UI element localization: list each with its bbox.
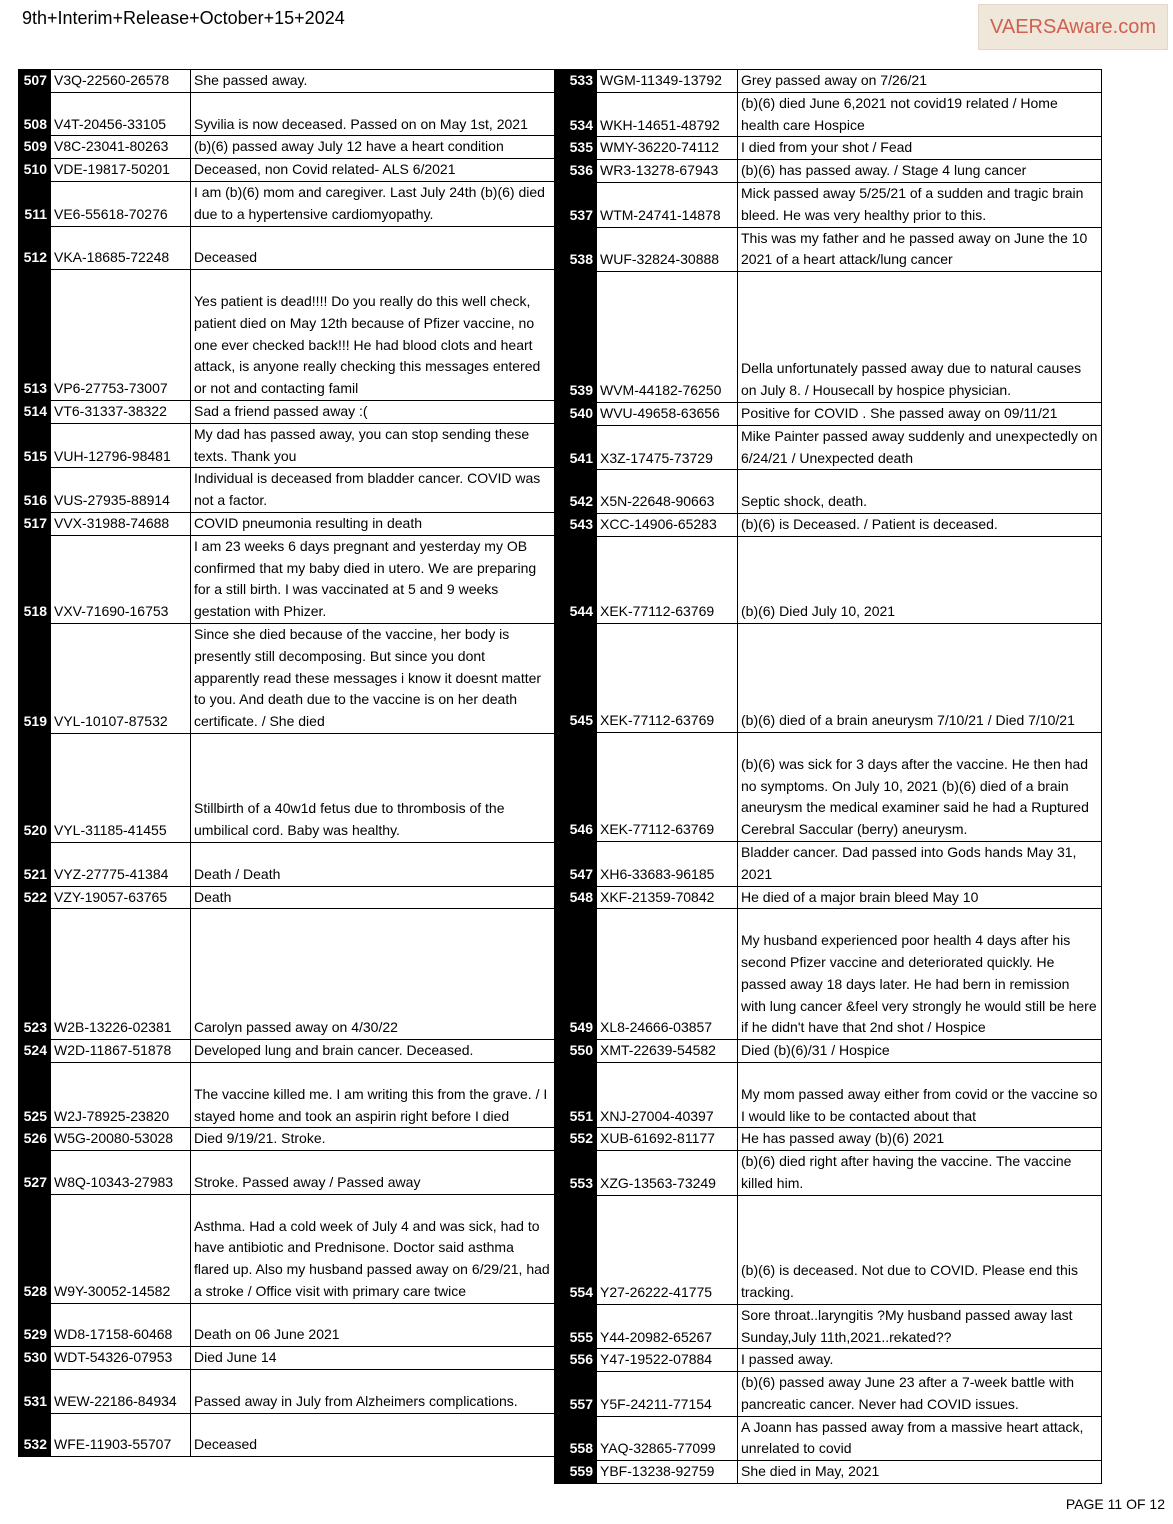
row-number: 544: [555, 536, 597, 623]
table-row: [19, 886, 555, 909]
report-text: Septic shock, death.: [738, 470, 1102, 514]
table-row: [555, 513, 1102, 536]
report-id: VYL-31185-41455: [51, 733, 191, 842]
row-number: 507: [19, 70, 51, 93]
table-row: [19, 1040, 555, 1063]
report-text: Individual is deceased from bladder cancer. COVID was not a factor.: [191, 468, 555, 513]
report-text: This was my father and he passed away on June the 10 2021 of a heart attack/lung cancer: [738, 227, 1102, 272]
row-number: 518: [19, 535, 51, 623]
report-text: (b)(6) died of a brain aneurysm 7/10/21 / Died 7/10/21: [738, 623, 1102, 732]
report-id: Y27-26222-41775: [597, 1195, 738, 1304]
row-number: 553: [555, 1151, 597, 1196]
report-text: I am (b)(6) mom and caregiver. Last July 24th (b)(6) died due to a hypertensive cardiomyopathy.: [191, 181, 555, 226]
report-id: WTM-24741-14878: [597, 182, 738, 227]
report-id: VT6-31337-38322: [51, 400, 191, 423]
report-text: Death: [191, 886, 555, 909]
report-id: XCC-14906-65283: [597, 513, 738, 536]
report-text: Since she died because of the vaccine, her body is presently still decomposing. But since you dont apparently read these messages i know it doesnt matter to you. And death due to the vaccine is on her death certificate. / She died: [191, 623, 555, 733]
report-text: Bladder cancer. Dad passed into Gods hands May 31, 2021: [738, 841, 1102, 886]
row-number: 549: [555, 909, 597, 1040]
report-id: XL8-24666-03857: [597, 909, 738, 1040]
report-id: WKH-14651-48792: [597, 92, 738, 137]
row-number: 516: [19, 468, 51, 513]
row-number: 531: [19, 1370, 51, 1414]
report-id: W9Y-30052-14582: [51, 1194, 191, 1303]
report-text: Mike Painter passed away suddenly and unexpectedly on 6/24/21 / Unexpected death: [738, 425, 1102, 470]
row-number: 520: [19, 733, 51, 842]
report-id: W2D-11867-51878: [51, 1040, 191, 1063]
report-id: XMT-22639-54582: [597, 1040, 738, 1063]
report-id: XEK-77112-63769: [597, 732, 738, 841]
report-id: XH6-33683-96185: [597, 841, 738, 886]
report-id: X3Z-17475-73729: [597, 425, 738, 470]
report-text: She died in May, 2021: [738, 1461, 1102, 1484]
table-row: [19, 1062, 555, 1127]
report-id: WEW-22186-84934: [51, 1370, 191, 1414]
row-number: 528: [19, 1194, 51, 1303]
table-row: [19, 1370, 555, 1414]
report-text: Died 9/19/21. Stroke.: [191, 1128, 555, 1151]
report-id: VZY-19057-63765: [51, 886, 191, 909]
table-row: [19, 92, 555, 136]
table-row: [19, 70, 555, 93]
table-row: [555, 160, 1102, 183]
report-text: (b)(6) passed away June 23 after a 7-week battle with pancreatic cancer. Never had COVID issues.: [738, 1372, 1102, 1417]
report-text: (b)(6) has passed away. / Stage 4 lung cancer: [738, 160, 1102, 183]
report-text: Mick passed away 5/25/21 of a sudden and tragic brain bleed. He was very healthy prior to this.: [738, 182, 1102, 227]
report-id: XNJ-27004-40397: [597, 1062, 738, 1127]
table-row: [19, 1151, 555, 1195]
row-number: 514: [19, 400, 51, 423]
report-id: W2B-13226-02381: [51, 909, 191, 1040]
report-text: Developed lung and brain cancer. Deceased.: [191, 1040, 555, 1063]
report-text: Grey passed away on 7/26/21: [738, 70, 1102, 93]
report-text: Stroke. Passed away / Passed away: [191, 1151, 555, 1195]
report-id: WDT-54326-07953: [51, 1347, 191, 1370]
row-number: 529: [19, 1303, 51, 1347]
report-text: Positive for COVID . She passed away on 09/11/21: [738, 402, 1102, 425]
report-id: WUF-32824-30888: [597, 227, 738, 272]
table-row: [19, 909, 555, 1040]
report-text: I died from your shot / Fead: [738, 137, 1102, 160]
report-text: My dad has passed away, you can stop sending these texts. Thank you: [191, 423, 555, 468]
row-number: 519: [19, 623, 51, 733]
row-number: 511: [19, 181, 51, 226]
page-number: PAGE 11 OF 12: [1065, 1496, 1165, 1512]
table-row: [19, 468, 555, 513]
report-id: VXV-71690-16753: [51, 535, 191, 623]
report-text: A Joann has passed away from a massive heart attack, unrelated to covid: [738, 1416, 1102, 1461]
report-id: WD8-17158-60468: [51, 1303, 191, 1347]
row-number: 513: [19, 270, 51, 401]
row-number: 524: [19, 1040, 51, 1063]
report-text: My mom passed away either from covid or the vaccine so I would like to be contacted about that: [738, 1062, 1102, 1127]
row-number: 530: [19, 1347, 51, 1370]
table-row: [555, 536, 1102, 623]
report-id: VUS-27935-88914: [51, 468, 191, 513]
table-row: [19, 159, 555, 182]
table-row: [19, 1194, 555, 1303]
row-number: 533: [555, 70, 597, 93]
report-text: (b)(6) is deceased. Not due to COVID. Please end this tracking.: [738, 1195, 1102, 1304]
row-number: 547: [555, 841, 597, 886]
row-number: 559: [555, 1461, 597, 1484]
report-id: WVM-44182-76250: [597, 272, 738, 403]
table-row: [555, 623, 1102, 732]
table-row: [555, 1062, 1102, 1127]
table-row: [555, 1128, 1102, 1151]
report-text: Died (b)(6)/31 / Hospice: [738, 1040, 1102, 1063]
table-row: [19, 842, 555, 886]
row-number: 536: [555, 160, 597, 183]
report-text: Sore throat..laryngitis ?My husband passed away last Sunday,July 11th,2021..rekated??: [738, 1304, 1102, 1349]
report-id: VUH-12796-98481: [51, 423, 191, 468]
report-id: WMY-36220-74112: [597, 137, 738, 160]
report-text: He died of a major brain bleed May 10: [738, 886, 1102, 909]
report-id: VE6-55618-70276: [51, 181, 191, 226]
report-id: V3Q-22560-26578: [51, 70, 191, 93]
table-row: [19, 1128, 555, 1151]
report-id: YBF-13238-92759: [597, 1461, 738, 1484]
table-row: [19, 423, 555, 468]
report-id: VDE-19817-50201: [51, 159, 191, 182]
row-number: 551: [555, 1062, 597, 1127]
report-text: Died June 14: [191, 1347, 555, 1370]
table-row: [555, 1151, 1102, 1196]
table-row: [555, 425, 1102, 470]
report-text: (b)(6) passed away July 12 have a heart condition: [191, 136, 555, 159]
report-id: WR3-13278-67943: [597, 160, 738, 183]
report-text: Deceased: [191, 1413, 555, 1457]
report-text: Passed away in July from Alzheimers complications.: [191, 1370, 555, 1414]
row-number: 542: [555, 470, 597, 514]
table-row: [555, 886, 1102, 909]
row-number: 550: [555, 1040, 597, 1063]
report-id: W8Q-10343-27983: [51, 1151, 191, 1195]
table-row: [555, 732, 1102, 841]
report-id: WVU-49658-63656: [597, 402, 738, 425]
row-number: 538: [555, 227, 597, 272]
report-text: Della unfortunately passed away due to natural causes on July 8. / Housecall by hospice physician.: [738, 272, 1102, 403]
report-id: VYL-10107-87532: [51, 623, 191, 733]
document-title: 9th+Interim+Release+October+15+2024: [22, 8, 345, 28]
report-id: V8C-23041-80263: [51, 136, 191, 159]
row-number: 556: [555, 1349, 597, 1372]
table-row: [19, 270, 555, 401]
report-text: (b)(6) is Deceased. / Patient is deceased.: [738, 513, 1102, 536]
table-row: [555, 402, 1102, 425]
left-table: [18, 69, 555, 1457]
row-number: 545: [555, 623, 597, 732]
table-row: [555, 1372, 1102, 1417]
brand-logo: VAERSAware.com: [978, 4, 1168, 50]
report-text: (b)(6) died right after having the vaccine. The vaccine killed him.: [738, 1151, 1102, 1196]
report-text: My husband experienced poor health 4 days after his second Pfizer vaccine and deteriorated quickly. He passed away 18 days later. He had bern in remission with lung cancer &feel very strongly he would still be here if he didn't have that 2nd shot / Hospice: [738, 909, 1102, 1040]
report-id: Y5F-24211-77154: [597, 1372, 738, 1417]
table-row: [555, 909, 1102, 1040]
report-text: Sad a friend passed away :(: [191, 400, 555, 423]
report-id: XZG-13563-73249: [597, 1151, 738, 1196]
table-row: [19, 1413, 555, 1457]
table-row: [555, 70, 1102, 93]
table-row: [555, 1304, 1102, 1349]
row-number: 523: [19, 909, 51, 1040]
report-id: WGM-11349-13792: [597, 70, 738, 93]
report-text: Syvilia is now deceased. Passed on on May 1st, 2021: [191, 92, 555, 136]
row-number: 548: [555, 886, 597, 909]
report-text: Death / Death: [191, 842, 555, 886]
row-number: 555: [555, 1304, 597, 1349]
report-id: X5N-22648-90663: [597, 470, 738, 514]
table-row: [19, 512, 555, 535]
row-number: 535: [555, 137, 597, 160]
report-id: VKA-18685-72248: [51, 226, 191, 270]
table-row: [19, 226, 555, 270]
report-text: I passed away.: [738, 1349, 1102, 1372]
row-number: 527: [19, 1151, 51, 1195]
row-number: 515: [19, 423, 51, 468]
report-text: Yes patient is dead!!!! Do you really do this well check, patient died on May 12th because of Pfizer vaccine, no one ever checked back!!! He had blood clots and heart attack, is anyone really checking this messages entered or not and contacting famil: [191, 270, 555, 401]
row-number: 557: [555, 1372, 597, 1417]
table-row: [555, 1349, 1102, 1372]
row-number: 537: [555, 182, 597, 227]
row-number: 532: [19, 1413, 51, 1457]
report-id: YAQ-32865-77099: [597, 1416, 738, 1461]
row-number: 521: [19, 842, 51, 886]
report-text: The vaccine killed me. I am writing this from the grave. / I stayed home and took an aspirin right before I died: [191, 1062, 555, 1127]
row-number: 525: [19, 1062, 51, 1127]
report-id: XEK-77112-63769: [597, 536, 738, 623]
table-row: [555, 841, 1102, 886]
row-number: 522: [19, 886, 51, 909]
row-number: 534: [555, 92, 597, 137]
report-id: VYZ-27775-41384: [51, 842, 191, 886]
report-text: Death on 06 June 2021: [191, 1303, 555, 1347]
row-number: 543: [555, 513, 597, 536]
table-row: [19, 1347, 555, 1370]
table-row: [555, 92, 1102, 137]
table-row: [19, 1303, 555, 1347]
table-row: [555, 137, 1102, 160]
table-row: [19, 400, 555, 423]
table-row: [19, 181, 555, 226]
report-id: Y44-20982-65267: [597, 1304, 738, 1349]
report-id: WFE-11903-55707: [51, 1413, 191, 1457]
table-row: [555, 1195, 1102, 1304]
row-number: 552: [555, 1128, 597, 1151]
table-row: [555, 182, 1102, 227]
report-id: VVX-31988-74688: [51, 512, 191, 535]
report-text: (b)(6) was sick for 3 days after the vaccine. He then had no symptoms. On July 10, 2021 (b)(6) died of a brain aneurysm the medical examiner said he had a Ruptured Cerebral Saccular (berry) aneurysm.: [738, 732, 1102, 841]
table-row: [19, 733, 555, 842]
row-number: 554: [555, 1195, 597, 1304]
right-table: [554, 69, 1102, 1484]
row-number: 546: [555, 732, 597, 841]
report-id: XKF-21359-70842: [597, 886, 738, 909]
report-text: (b)(6) Died July 10, 2021: [738, 536, 1102, 623]
report-id: XUB-61692-81177: [597, 1128, 738, 1151]
report-id: V4T-20456-33105: [51, 92, 191, 136]
report-id: Y47-19522-07884: [597, 1349, 738, 1372]
row-number: 539: [555, 272, 597, 403]
row-number: 508: [19, 92, 51, 136]
row-number: 510: [19, 159, 51, 182]
report-text: Asthma. Had a cold week of July 4 and was sick, had to have antibiotic and Prednisone. Doctor said asthma flared up. Also my husband passed away on 6/29/21, had a stroke / Office visit with primary care twice: [191, 1194, 555, 1303]
report-text: Stillbirth of a 40w1d fetus due to thrombosis of the umbilical cord. Baby was healthy.: [191, 733, 555, 842]
report-id: VP6-27753-73007: [51, 270, 191, 401]
row-number: 558: [555, 1416, 597, 1461]
row-number: 517: [19, 512, 51, 535]
table-row: [555, 1461, 1102, 1484]
row-number: 512: [19, 226, 51, 270]
table-row: [19, 535, 555, 623]
table-row: [555, 1040, 1102, 1063]
report-text: Carolyn passed away on 4/30/22: [191, 909, 555, 1040]
table-row: [19, 136, 555, 159]
report-id: XEK-77112-63769: [597, 623, 738, 732]
report-text: I am 23 weeks 6 days pregnant and yesterday my OB confirmed that my baby died in utero. We are preparing for a still birth. I was vaccinated at 5 and 9 weeks gestation with Phizer.: [191, 535, 555, 623]
report-id: W5G-20080-53028: [51, 1128, 191, 1151]
table-row: [19, 623, 555, 733]
report-text: COVID pneumonia resulting in death: [191, 512, 555, 535]
table-row: [555, 227, 1102, 272]
report-id: W2J-78925-23820: [51, 1062, 191, 1127]
report-text: He has passed away (b)(6) 2021: [738, 1128, 1102, 1151]
report-text: Deceased: [191, 226, 555, 270]
report-text: Deceased, non Covid related- ALS 6/2021: [191, 159, 555, 182]
table-row: [555, 470, 1102, 514]
table-row: [555, 272, 1102, 403]
row-number: 509: [19, 136, 51, 159]
row-number: 526: [19, 1128, 51, 1151]
table-row: [555, 1416, 1102, 1461]
row-number: 541: [555, 425, 597, 470]
report-text: (b)(6) died June 6,2021 not covid19 related / Home health care Hospice: [738, 92, 1102, 137]
row-number: 540: [555, 402, 597, 425]
report-text: She passed away.: [191, 70, 555, 93]
